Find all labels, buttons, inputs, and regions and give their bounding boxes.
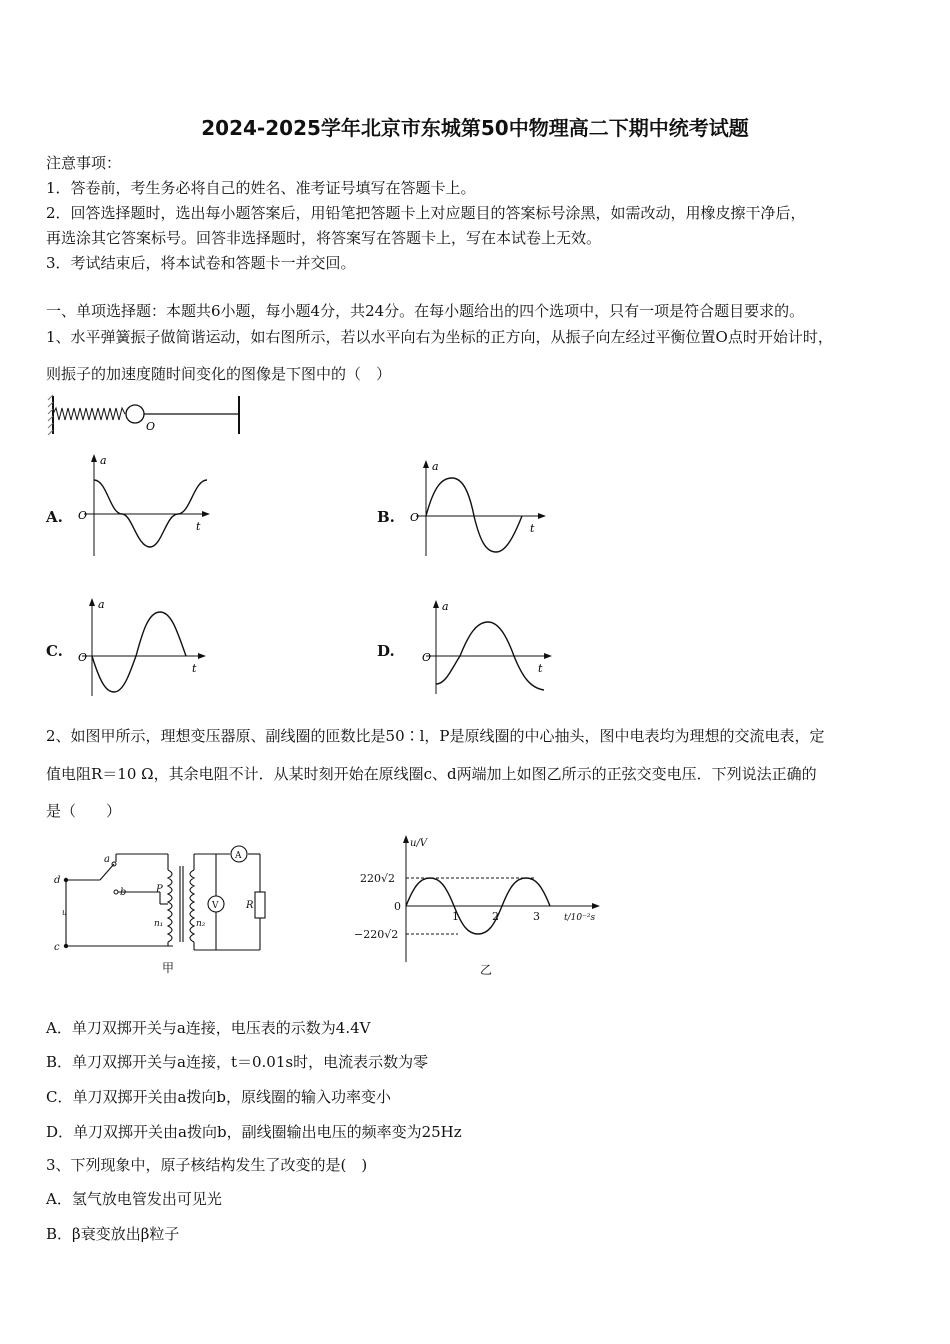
svg-text:甲: 甲 — [162, 961, 175, 975]
notice-item-2-cont: 再选涂其它答案标号。回答非选择题时，将答案写在答题卡上，写在本试卷上无效。 — [46, 229, 602, 247]
notice-heading: 注意事项： — [46, 154, 122, 172]
equilibrium-label: O — [146, 420, 156, 433]
q1-option-a-label[interactable]: A. — [46, 508, 63, 526]
svg-text:a: a — [432, 460, 439, 473]
q1-option-b-label[interactable]: B. — [377, 508, 395, 526]
q2-stem-line1: 2、如图甲所示，理想变压器原、副线圈的匝数比是50∶l，P是原线圈的中心抽头，图中电表均为理想的交流电表，定 — [46, 727, 825, 745]
svg-text:1: 1 — [452, 910, 459, 923]
q3-option-a[interactable]: A．氢气放电管发出可见光 — [46, 1190, 222, 1208]
svg-text:c: c — [54, 942, 60, 953]
svg-text:O: O — [78, 509, 88, 522]
voltage-waveform-figure — [350, 830, 610, 980]
q2-stem-line2: 值电阻R＝10 Ω，其余电阻不计．从某时刻开始在原线圈c、d两端加上如图乙所示的正弦交变电压．下列说法正确的 — [46, 765, 817, 783]
q1-stem-line2: 则振子的加速度随时间变化的图像是下图中的（ ） — [46, 365, 392, 383]
svg-text:n₁: n₁ — [154, 919, 164, 929]
svg-text:t/10⁻²s: t/10⁻²s — [564, 913, 596, 923]
q1-option-d-label[interactable]: D. — [377, 642, 395, 660]
q2-option-d[interactable]: D．单刀双掷开关由a拨向b，副线圈输出电压的频率变为25Hz — [46, 1123, 462, 1141]
svg-text:a: a — [100, 454, 107, 467]
q1-option-c-label[interactable]: C. — [46, 642, 63, 660]
section-heading: 一、单项选择题：本题共6小题，每小题4分，共24分。在每小题给出的四个选项中，只有一项是符合题目要求的。 — [46, 302, 805, 320]
q2-stem-line3: 是（ ） — [46, 802, 122, 820]
notice-item-1: 1．答卷前，考生务必将自己的姓名、准考证号填写在答题卡上。 — [46, 179, 476, 197]
transformer-circuit-figure — [48, 838, 280, 978]
svg-text:u: u — [62, 908, 68, 917]
svg-text:t: t — [196, 520, 201, 533]
svg-text:n₂: n₂ — [196, 919, 206, 929]
q2-option-b[interactable]: B．单刀双掷开关与a连接，t＝0.01s时，电流表示数为零 — [46, 1053, 429, 1071]
q1-option-d-graph[interactable] — [416, 596, 556, 698]
svg-text:V: V — [212, 901, 219, 911]
svg-text:R: R — [246, 900, 254, 911]
svg-text:b: b — [120, 887, 127, 898]
svg-text:O: O — [410, 511, 420, 524]
svg-text:a: a — [98, 598, 105, 611]
svg-text:220√2: 220√2 — [360, 872, 396, 885]
svg-text:乙: 乙 — [480, 963, 493, 977]
q2-option-c[interactable]: C．单刀双掷开关由a拨向b，原线圈的输入功率变小 — [46, 1088, 392, 1106]
svg-text:0: 0 — [394, 900, 401, 913]
svg-text:P: P — [156, 884, 163, 895]
svg-text:a: a — [442, 600, 449, 613]
svg-text:d: d — [54, 875, 61, 886]
svg-text:2: 2 — [492, 910, 499, 923]
spring-oscillator-figure — [44, 392, 250, 438]
svg-text:O: O — [78, 651, 88, 664]
svg-text:O: O — [422, 651, 432, 664]
page-title: 2024-2025学年北京市东城第50中物理高二下期中统考试题 — [201, 116, 749, 140]
q2-option-a[interactable]: A．单刀双掷开关与a连接，电压表的示数为4.4V — [46, 1019, 371, 1037]
notice-item-2: 2．回答选择题时，选出每小题答案后，用铅笔把答题卡上对应题目的答案标号涂黑，如需改动，用橡皮擦干净后， — [46, 204, 806, 222]
svg-text:A: A — [235, 851, 242, 861]
svg-text:3: 3 — [533, 910, 540, 923]
q1-option-c-graph[interactable] — [72, 594, 212, 698]
svg-text:t: t — [192, 662, 197, 675]
svg-text:u/V: u/V — [410, 838, 428, 849]
q1-stem-line1: 1、水平弹簧振子做简谐运动，如右图所示，若以水平向右为坐标的正方向，从振子向左经过平衡位置O点时开始计时， — [46, 328, 833, 346]
q3-option-b[interactable]: B．β衰变放出β粒子 — [46, 1225, 180, 1243]
svg-text:t: t — [530, 522, 535, 535]
svg-text:−220√2: −220√2 — [354, 928, 399, 941]
q1-option-b-graph[interactable] — [404, 456, 549, 560]
q1-option-a-graph[interactable] — [72, 450, 212, 562]
notice-item-3: 3．考试结束后，将本试卷和答题卡一并交回。 — [46, 254, 356, 272]
q3-stem: 3、下列现象中，原子核结构发生了改变的是( ) — [46, 1156, 368, 1174]
svg-text:a: a — [104, 854, 110, 865]
svg-text:t: t — [538, 662, 543, 675]
